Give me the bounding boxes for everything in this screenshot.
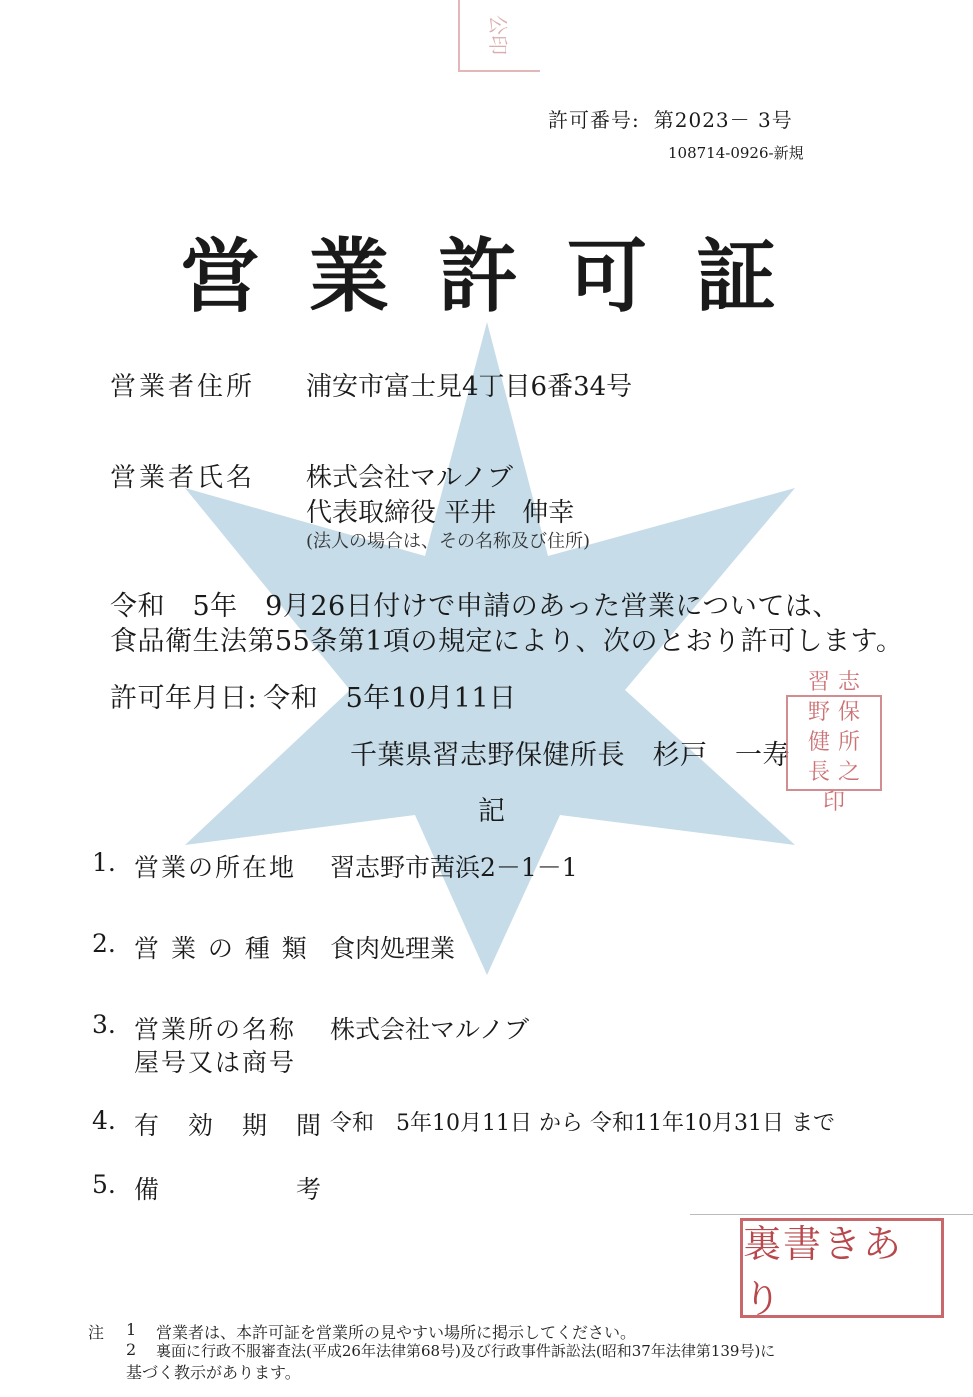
item-3-label2: 屋号又は商号 <box>134 1048 297 1077</box>
item-3-label: 営業所の名称 <box>134 1015 297 1044</box>
permit-number-label: 許可番号: <box>548 108 640 132</box>
note-2-text-cont: 基づく教示があります。 <box>126 1363 301 1382</box>
statement-line1: 令和 5年 9月26日付けで申請のあった営業については、 <box>110 591 840 622</box>
item-2-value: 食肉処理業 <box>330 934 456 963</box>
operator-name-label: 営業者氏名 <box>110 463 256 493</box>
note-1-number: 1 <box>126 1320 137 1339</box>
item-1-value: 習志野市茜浜2－1－1 <box>330 853 578 882</box>
item-4-label: 有 効 期 間 <box>134 1111 324 1140</box>
operator-address-label: 営業者住所 <box>110 372 256 402</box>
permit-date <box>110 676 517 715</box>
item-2-number: 2. <box>92 929 116 958</box>
item-3-number: 3. <box>92 1010 116 1039</box>
statement-line2: 食品衛生法第55条第1項の規定により、次のとおり許可します。 <box>110 626 904 657</box>
operator-name-line1: 株式会社マルノブ <box>306 463 513 493</box>
note-2-number: 2 <box>126 1340 137 1359</box>
operator-name-line2: 代表取締役 平井 伸幸 <box>306 498 575 528</box>
top-official-stamp: 公印 <box>458 0 540 72</box>
note-1-text: 営業者は、本許可証を営業所の見やすい場所に掲示してください。 <box>156 1323 637 1342</box>
issuer: 千葉県習志野保健所長 杉戸 一寿 <box>350 740 790 771</box>
item-4-number: 4. <box>92 1106 116 1135</box>
back-endorsement-stamp: 裏書きあり <box>740 1218 944 1318</box>
permit-number-value: 第2023－ 3号 <box>653 108 793 132</box>
item-1-label: 営業の所在地 <box>134 853 297 882</box>
permit-date-value: 令和 5年10月11日 <box>263 683 517 714</box>
official-seal: 習 志 野 保 健 所 長 之 印 <box>786 695 882 791</box>
item-3-value: 株式会社マルノブ <box>330 1015 530 1044</box>
operator-name-note: (法人の場合は、その名称及び住所) <box>306 531 591 552</box>
permit-date-label: 許可年月日: <box>110 683 258 714</box>
item-5-number: 5. <box>92 1170 116 1199</box>
document-title: 営業許可証 <box>180 229 825 323</box>
note-2-text: 裏面に行政不服審査法(平成26年法律第68号)及び行政事件訴訟法(昭和37年法律第139号)に <box>156 1342 776 1360</box>
item-2-label: 営 業 の 種 類 <box>134 934 309 963</box>
permit-code: 108714-0926-新規 <box>668 144 804 162</box>
item-5-label: 備 考 <box>134 1175 324 1204</box>
operator-address-value: 浦安市富士見4丁目6番34号 <box>306 372 633 402</box>
ki-heading: 記 <box>478 796 506 827</box>
notes-prefix: 注 <box>88 1323 105 1342</box>
item-1-number: 1. <box>92 848 116 877</box>
item-4-value: 令和 5年10月11日 から 令和11年10月31日 まで <box>330 1111 835 1136</box>
permit-number <box>548 104 793 133</box>
